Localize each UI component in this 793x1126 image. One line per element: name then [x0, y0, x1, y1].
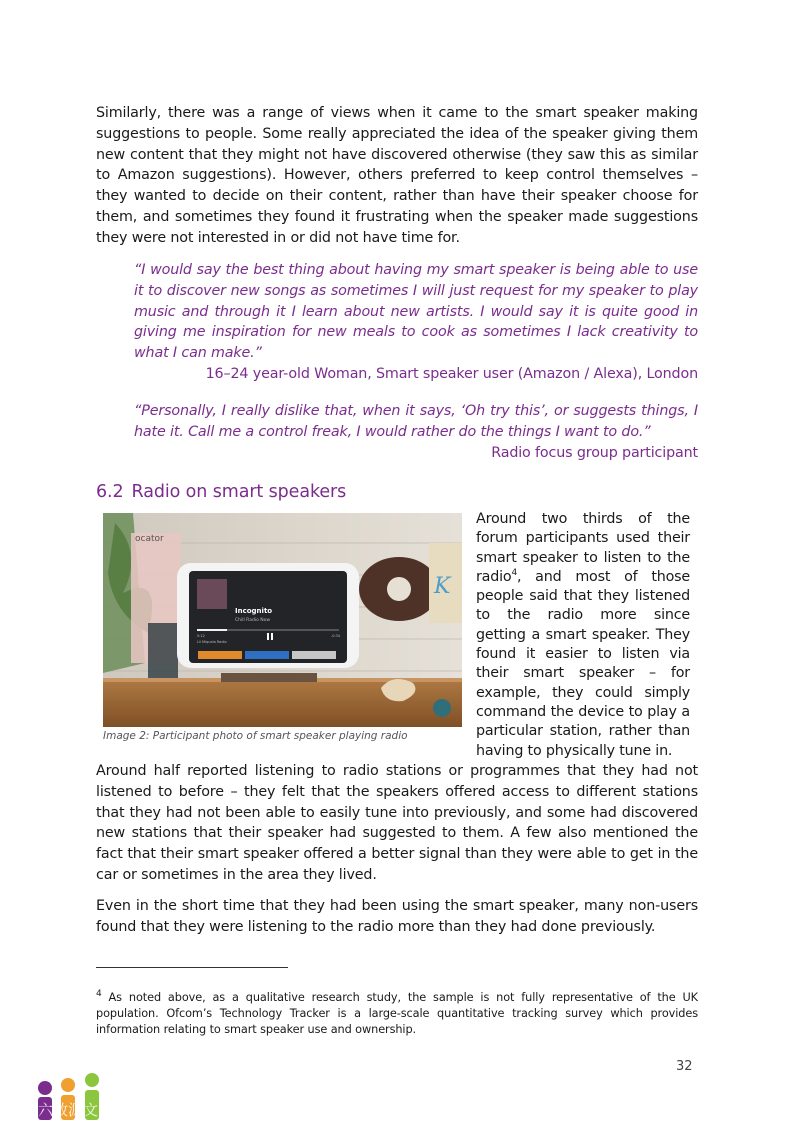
side-paragraph: [476, 510, 690, 761]
quote-text: “I would say the best thing about having my smart speaker is being able to use it to discover new songs as sometimes I will just request for my speaker to play music and through it I learn about new artists. I would say it is quite good in giving me inspiration for new meals to cook as sometimes I lack creativity to what I can make.”: [134, 262, 698, 362]
footnote-text: As noted above, as a qualitative research study, the sample is not fully representative of the UK population. Ofcom’s Technology Tracker is a large-scale quantitative tracking survey which provides information relating to smart speaker use and ownership.: [96, 991, 698, 1036]
quote-attribution: Radio focus group participant: [491, 444, 698, 461]
screen-artist: Lil Miquela Radio: [197, 640, 227, 644]
paragraph-radio-stations: Around half reported listening to radio stations or programmes that they had not listened to before – they felt that the speakers offered access to different stations that they had not been able to easily tune into previously, and some had discovered new stations that their speaker had suggested to them. A few also mentioned the fact that their smart speaker offered a better signal than they were able to get in the car or sometimes in the area they lived.: [96, 763, 698, 883]
screen-title: Incognito: [235, 607, 273, 615]
quote-block-2: [134, 401, 698, 463]
side-paragraph-text: Around two thirds of the forum participants used their smart speaker to listen to the radio: [476, 511, 690, 585]
footnote-reference[interactable]: 4: [511, 568, 517, 579]
section-number: 6.2: [96, 482, 124, 502]
page-number: 32: [676, 1059, 693, 1074]
quote-text: “Personally, I really dislike that, when it says, ‘Oh try this’, or suggests things, I hate it. Call me a control freak, I would rather do the things I want to do.”: [134, 403, 698, 440]
screen-subtitle: Chill Radio Now: [235, 618, 271, 623]
svg-text:K: K: [434, 574, 451, 599]
screen-time-left: 0:12: [197, 634, 205, 638]
quote-attribution: 16–24 year-old Woman, Smart speaker user (Amazon / Alexa), London: [205, 365, 698, 382]
footnote: [96, 990, 698, 1038]
image-caption: Image 2: Participant photo of smart speaker playing radio: [103, 730, 408, 742]
side-paragraph-text-after: , and most of those people said that they listened to the radio more since getting a smart speaker. They found it easier to listen via their smart speaker – for example, they could simply command the device to play a particular station, rather than having to physically tune in.: [476, 568, 690, 759]
intro-paragraph: Similarly, there was a range of views when it came to the smart speaker making suggestions to people. Some really appreciated the idea of the speaker giving them new content that they might not have discovered otherwise (they saw this as similar to Amazon suggestions). However, others preferred to keep control themselves – they wanted to decide on their content, rather than have their speaker choose for them, and sometimes they found it frustrating when the speaker made suggestions they were not interested in or did not have time for.: [96, 105, 698, 246]
smart-speaker-photo: [103, 513, 462, 727]
watermark-logo: [8, 1068, 118, 1122]
label-text: ocator: [135, 534, 164, 544]
section-title: Radio on smart speakers: [131, 482, 347, 502]
quote-block-1: [134, 260, 698, 385]
screen-time-right: -0:34: [331, 634, 341, 638]
paragraph-non-users: Even in the short time that they had been using the smart speaker, many non-users found that they were listening to the radio more than they had done previously.: [96, 898, 698, 935]
section-heading: [96, 482, 346, 502]
footnote-divider: [96, 967, 288, 968]
footnote-number: 4: [96, 989, 102, 1000]
watermark-text: 六数源文: [38, 1101, 99, 1119]
